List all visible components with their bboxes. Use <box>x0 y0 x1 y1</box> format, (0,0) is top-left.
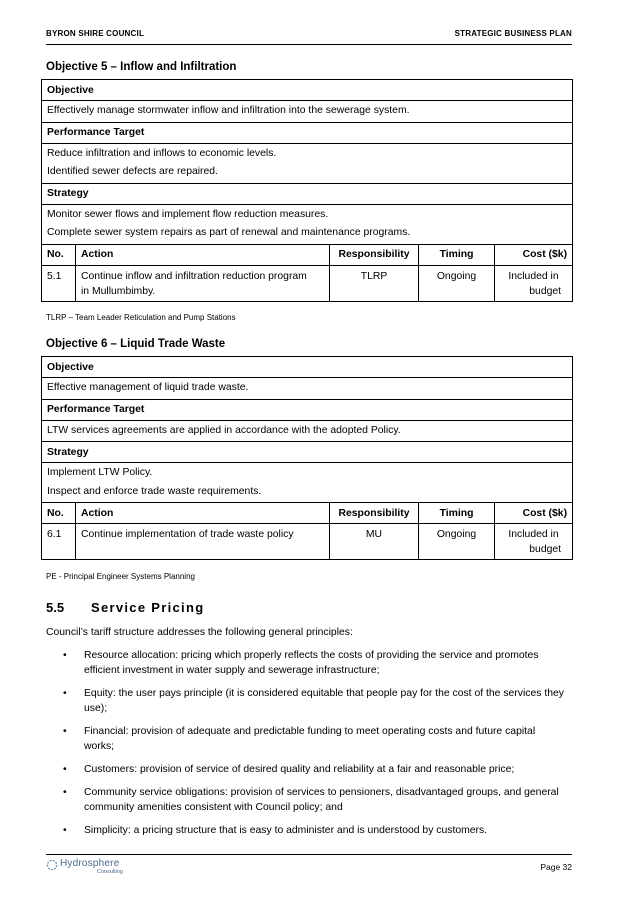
objective-5-abbreviation-note: TLRP – Team Leader Reticulation and Pump Stations <box>46 313 236 322</box>
logo-name: Hydrosphere <box>60 858 120 869</box>
list-item <box>46 648 566 678</box>
cost-line: Included in <box>508 529 559 540</box>
performance-target-line: Reduce infiltration and inflows to economic levels. <box>47 147 277 159</box>
list-item-text: Resource allocation: pricing which properly reflects the costs of providing the service and promotes efficient investment in water supply and sewerage infrastructure; <box>84 650 539 676</box>
action-line: Continue inflow and infiltration reduction program <box>81 270 307 282</box>
action-cost <box>495 524 573 560</box>
section-heading <box>46 600 204 615</box>
performance-target-text <box>42 420 573 442</box>
strategy-label: Strategy <box>42 442 573 463</box>
list-item-text: Simplicity: a pricing structure that is easy to administer and is understood by customers. <box>84 825 488 836</box>
bullet-icon: • <box>63 764 67 775</box>
list-item <box>46 724 566 754</box>
list-item <box>46 785 566 815</box>
table-row <box>42 265 573 301</box>
action-description <box>76 524 330 560</box>
action-timing: Ongoing <box>419 524 495 560</box>
objective-label: Objective <box>42 80 573 101</box>
column-header-no: No. <box>42 244 76 265</box>
strategy-text <box>42 204 573 244</box>
objective-text: Effectively manage stormwater inflow and infiltration into the sewerage system. <box>42 101 573 123</box>
action-line: Continue implementation of trade waste policy <box>81 529 294 540</box>
list-item <box>46 762 566 777</box>
header-document-title: STRATEGIC BUSINESS PLAN <box>454 29 572 38</box>
bullet-icon: • <box>63 726 67 737</box>
cost-line: Included in <box>508 270 559 282</box>
action-number: 5.1 <box>42 265 76 301</box>
column-header-no: No. <box>42 503 76 524</box>
action-cost <box>495 265 573 301</box>
header-organisation: BYRON SHIRE COUNCIL <box>46 29 145 38</box>
list-item-text: Customers: provision of service of desired quality and reliability at a fair and reasonable price; <box>84 764 515 775</box>
list-item <box>46 686 566 716</box>
principles-list <box>46 648 566 846</box>
objective-label: Objective <box>42 357 573 378</box>
bullet-icon: • <box>63 825 67 836</box>
hydrosphere-ring-icon <box>46 859 58 871</box>
action-timing: Ongoing <box>419 265 495 301</box>
section-intro: Council’s tariff structure addresses the following general principles: <box>46 627 353 638</box>
performance-target-line: LTW services agreements are applied in accordance with the adopted Policy. <box>47 424 401 436</box>
header-rule <box>46 44 572 45</box>
performance-target-label: Performance Target <box>42 122 573 143</box>
column-header-responsibility: Responsibility <box>330 244 419 265</box>
objective-5-table <box>41 79 573 302</box>
objective-6-title: Objective 6 – Liquid Trade Waste <box>46 338 226 350</box>
action-responsibility: TLRP <box>330 265 419 301</box>
performance-target-text <box>42 143 573 183</box>
performance-target-label: Performance Target <box>42 399 573 420</box>
bullet-icon: • <box>63 787 67 798</box>
strategy-label: Strategy <box>42 183 573 204</box>
cost-line: budget <box>529 285 562 297</box>
strategy-line: Inspect and enforce trade waste requirements. <box>47 485 262 497</box>
page-number: Page 32 <box>540 862 572 872</box>
list-item <box>46 823 566 838</box>
bullet-icon: • <box>63 650 67 661</box>
strategy-line: Implement LTW Policy. <box>47 467 153 478</box>
hydrosphere-logo <box>46 857 136 877</box>
table-row <box>42 524 573 560</box>
objective-6-abbreviation-note: PE - Principal Engineer Systems Planning <box>46 572 195 581</box>
objective-text: Effective management of liquid trade waste. <box>42 378 573 400</box>
bullet-icon: • <box>63 688 67 699</box>
action-description <box>76 265 330 301</box>
column-header-timing: Timing <box>419 244 495 265</box>
action-responsibility: MU <box>330 524 419 560</box>
performance-target-line: Identified sewer defects are repaired. <box>47 166 218 177</box>
action-number: 6.1 <box>42 524 76 560</box>
strategy-line: Monitor sewer flows and implement flow reduction measures. <box>47 208 329 220</box>
page-header <box>46 29 572 45</box>
column-header-cost: Cost ($k) <box>495 503 573 524</box>
column-header-responsibility: Responsibility <box>330 503 419 524</box>
section-number: 5.5 <box>46 600 65 615</box>
column-header-timing: Timing <box>419 503 495 524</box>
objective-6-table <box>41 356 573 560</box>
section-title: Service Pricing <box>91 600 205 615</box>
list-item-text: Equity: the user pays principle (it is considered equitable that people pay for the cost of the services they use); <box>84 688 564 714</box>
column-header-action: Action <box>76 503 330 524</box>
footer-rule <box>46 854 572 855</box>
action-line: in Mullumbimby. <box>81 285 156 297</box>
column-header-action: Action <box>76 244 330 265</box>
strategy-line: Complete sewer system repairs as part of renewal and maintenance programs. <box>47 227 411 238</box>
logo-subtitle: Consulting <box>97 869 123 875</box>
column-header-cost: Cost ($k) <box>495 244 573 265</box>
list-item-text: Financial: provision of adequate and predictable funding to meet operating costs and future capital works; <box>84 726 536 752</box>
list-item-text: Community service obligations: provision of services to pensioners, disadvantaged groups, and general community amenities consistent with Council policy; and <box>84 787 559 813</box>
objective-5-title: Objective 5 – Inflow and Infiltration <box>46 61 237 73</box>
cost-line: budget <box>529 544 562 555</box>
strategy-text <box>42 463 573 503</box>
